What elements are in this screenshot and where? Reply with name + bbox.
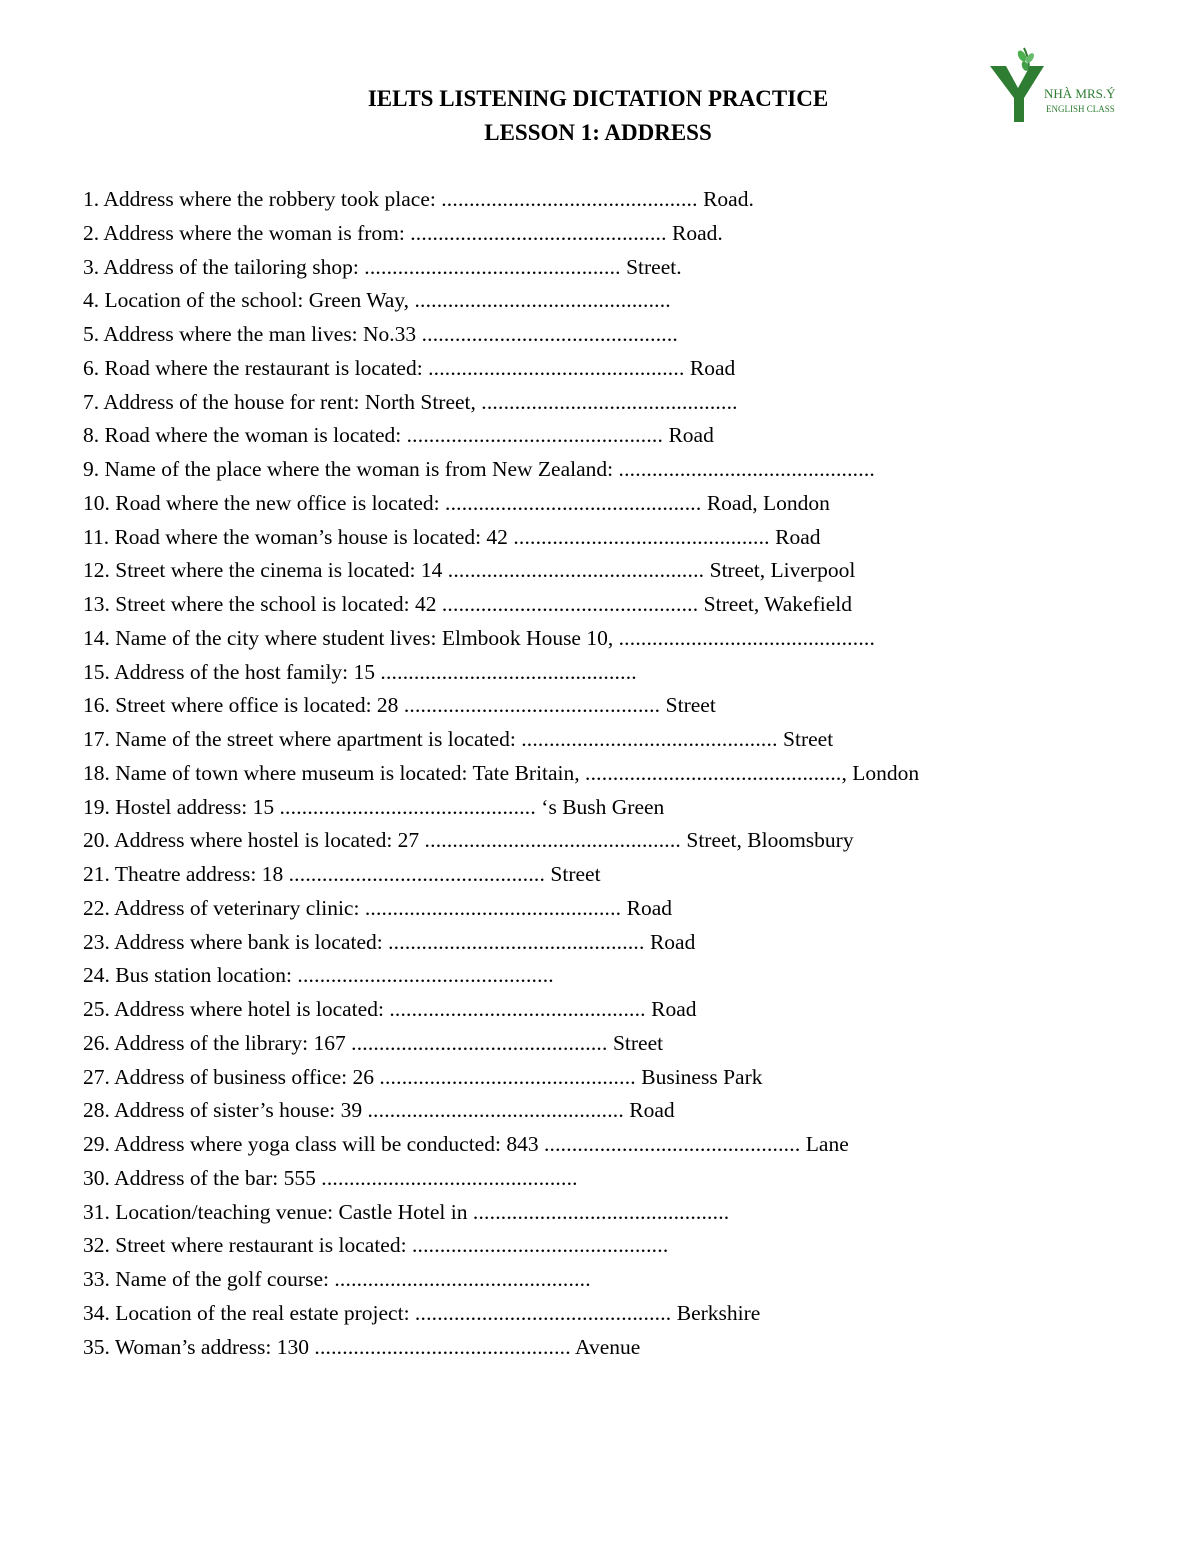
answer-blank: .............................................. [424, 828, 681, 853]
question-suffix: Street [660, 693, 716, 718]
question-prompt: 18. Name of town where museum is located: Tate Britain, [83, 760, 586, 785]
question-item [83, 588, 919, 622]
answer-blank: .............................................. [314, 1334, 571, 1359]
answer-blank: .............................................. [279, 794, 536, 819]
question-suffix: Street, Wakefield [698, 592, 852, 616]
question-suffix: Street [777, 727, 834, 751]
question-item [83, 521, 919, 555]
question-suffix: Street [607, 1030, 664, 1055]
question-item [83, 1061, 919, 1095]
question-prompt: 7. Address of the house for rent: North Street, [83, 389, 482, 414]
question-suffix: Road, London [701, 490, 830, 515]
question-item [83, 554, 919, 588]
answer-blank: .............................................. [521, 727, 778, 751]
question-prompt: 17. Name of the street where apartment is located: [83, 727, 522, 751]
answer-blank: .............................................. [543, 1132, 801, 1156]
question-prompt: 26. Address of the library: 167 [83, 1030, 352, 1055]
answer-blank: .............................................. [367, 1098, 624, 1123]
question-item [83, 1297, 919, 1331]
question-suffix: Road [644, 929, 696, 954]
question-suffix: ‘s Bush Green [535, 794, 665, 819]
logo-graphic [984, 44, 1124, 128]
question-prompt: 10. Road where the new office is located: [83, 490, 445, 515]
answer-blank: .............................................. [421, 322, 679, 346]
answer-blank: .............................................. [379, 1064, 636, 1089]
question-item [83, 318, 919, 352]
question-item [83, 791, 919, 825]
question-item [83, 656, 919, 690]
question-prompt: 2. Address where the woman is from: [83, 220, 411, 245]
answer-blank: .............................................. [513, 524, 770, 549]
answer-blank: .............................................. [403, 693, 661, 718]
question-item [83, 1263, 919, 1297]
question-item [83, 858, 919, 892]
question-prompt: 33. Name of the golf course: [83, 1267, 335, 1291]
question-prompt: 5. Address where the man lives: No.33 [83, 322, 422, 346]
page-title: IELTS LISTENING DICTATION PRACTICE [367, 86, 829, 111]
question-suffix: Road [684, 355, 736, 380]
question-prompt: 35. Woman’s address: 130 [83, 1334, 315, 1359]
question-prompt: 3. Address of the tailoring shop: [83, 254, 365, 279]
question-list [83, 183, 919, 1364]
question-item [83, 453, 919, 487]
answer-blank: .............................................. [472, 1199, 730, 1224]
school-logo [984, 44, 1124, 128]
answer-blank: .............................................. [334, 1267, 591, 1291]
question-prompt: 22. Address of veterinary clinic: [83, 895, 365, 920]
question-prompt: 11. Road where the woman’s house is located: 42 [83, 524, 514, 549]
answer-blank: .............................................. [445, 490, 702, 515]
question-suffix: Road [645, 997, 697, 1021]
answer-blank: .............................................. [618, 625, 876, 650]
answer-blank: .............................................. [428, 355, 685, 380]
question-prompt: 27. Address of business office: 26 [83, 1064, 380, 1089]
question-prompt: 9. Name of the place where the woman is from New Zealand: [83, 457, 619, 481]
question-suffix: Lane [800, 1132, 849, 1156]
question-suffix: Road [769, 524, 821, 549]
answer-blank: .............................................. [321, 1165, 578, 1190]
question-prompt: 1. Address where the robbery took place: [83, 187, 442, 211]
question-prompt: 19. Hostel address: 15 [83, 794, 280, 819]
answer-blank: .............................................. [481, 389, 738, 414]
question-prompt: 32. Street where restaurant is located: [83, 1233, 412, 1258]
question-prompt: 12. Street where the cinema is located: 14 [83, 558, 448, 583]
question-item [83, 352, 919, 386]
answer-blank: .............................................. [411, 1233, 669, 1258]
question-prompt: 13. Street where the school is located: 42 [83, 592, 442, 616]
question-suffix: Road [623, 1098, 675, 1123]
question-item [83, 386, 919, 420]
question-item [83, 284, 919, 318]
answer-blank: .............................................. [410, 220, 667, 245]
question-item [83, 251, 919, 285]
question-suffix: Street [545, 862, 601, 886]
question-prompt: 14. Name of the city where student lives: Elmbook House 10, [83, 625, 619, 650]
question-item [83, 1331, 919, 1365]
question-prompt: 6. Road where the restaurant is located: [83, 355, 429, 380]
question-item [83, 487, 919, 521]
answer-blank: .............................................. [288, 862, 546, 886]
answer-blank: .............................................. [380, 659, 637, 684]
question-item [83, 419, 919, 453]
question-prompt: 20. Address where hostel is located: 27 [83, 828, 425, 853]
question-suffix: Road [663, 423, 714, 448]
question-item [83, 1229, 919, 1263]
answer-blank: .............................................. [618, 457, 875, 481]
question-item [83, 217, 919, 251]
question-item [83, 723, 919, 757]
lesson-subtitle: LESSON 1: ADDRESS [484, 120, 712, 145]
question-item [83, 183, 919, 217]
question-suffix: Street. [620, 254, 682, 279]
question-item [83, 824, 919, 858]
question-suffix: Berkshire [671, 1300, 761, 1325]
question-prompt: 15. Address of the host family: 15 [83, 659, 381, 684]
question-item [83, 926, 919, 960]
answer-blank: .............................................. [414, 1300, 672, 1325]
question-prompt: 23. Address where bank is located: [83, 929, 389, 954]
question-prompt: 4. Location of the school: Green Way, [83, 288, 415, 313]
answer-blank: .............................................. [447, 558, 705, 583]
question-item [83, 892, 919, 926]
question-prompt: 34. Location of the real estate project: [83, 1300, 415, 1325]
question-prompt: 16. Street where office is located: 28 [83, 693, 404, 718]
logo-name: NHÀ MRS.Ý [1044, 86, 1116, 101]
question-prompt: 29. Address where yoga class will be conducted: 843 [83, 1132, 544, 1156]
answer-blank: .............................................. [388, 929, 645, 954]
question-prompt: 21. Theatre address: 18 [83, 862, 289, 886]
answer-blank: .............................................. [585, 760, 842, 785]
question-prompt: 25. Address where hotel is located: [83, 997, 390, 1021]
answer-blank: .............................................. [406, 423, 664, 448]
question-item [83, 1128, 919, 1162]
question-suffix: Street, Bloomsbury [681, 828, 854, 853]
question-prompt: 31. Location/teaching venue: Castle Hotel in [83, 1199, 473, 1224]
question-suffix: Avenue [570, 1334, 641, 1359]
question-item [83, 622, 919, 656]
answer-blank: .............................................. [441, 187, 698, 211]
answer-blank: .............................................. [351, 1030, 608, 1055]
question-suffix: Street, Liverpool [704, 558, 856, 583]
question-item [83, 757, 919, 791]
answer-blank: .............................................. [441, 592, 699, 616]
question-suffix: , London [841, 760, 920, 785]
question-item [83, 1196, 919, 1230]
question-item [83, 1027, 919, 1061]
question-item [83, 689, 919, 723]
answer-blank: .............................................. [414, 288, 671, 313]
question-prompt: 24. Bus station location: [83, 963, 298, 988]
question-suffix: Road. [666, 220, 723, 245]
answer-blank: .............................................. [364, 254, 621, 279]
question-prompt: 30. Address of the bar: 555 [83, 1165, 322, 1190]
logo-tagline: ENGLISH CLASS [1046, 104, 1115, 114]
question-suffix: Road [621, 895, 673, 920]
answer-blank: .............................................. [389, 997, 646, 1021]
answer-blank: .............................................. [297, 963, 554, 988]
question-item [83, 1094, 919, 1128]
answer-blank: .............................................. [364, 895, 622, 920]
question-item [83, 1162, 919, 1196]
question-suffix: Business Park [635, 1064, 763, 1089]
question-item [83, 993, 919, 1027]
question-prompt: 28. Address of sister’s house: 39 [83, 1098, 368, 1123]
question-item [83, 959, 919, 993]
question-suffix: Road. [697, 187, 754, 211]
question-prompt: 8. Road where the woman is located: [83, 423, 407, 448]
